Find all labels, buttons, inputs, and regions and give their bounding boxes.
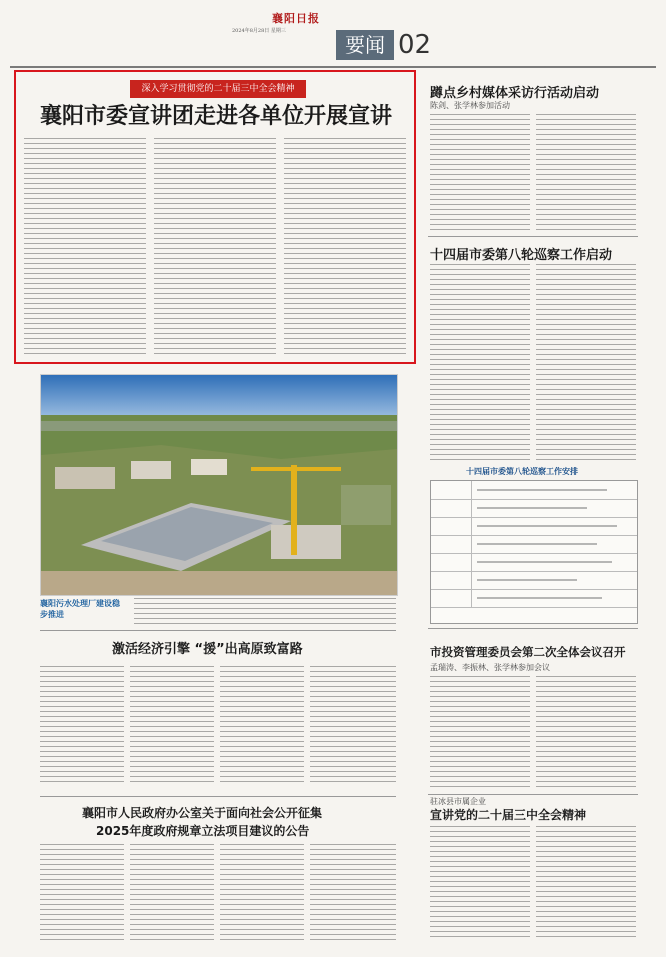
table-row	[431, 571, 637, 590]
lead-body-col-1	[24, 138, 146, 358]
divider-2	[40, 630, 396, 631]
right-story-1-byline: 陈剑、张学林参加活动	[430, 101, 510, 110]
issue-meta: 2024年8月28日 星期三	[232, 28, 286, 34]
photo-caption: 襄阳污水处理厂建设稳步推进	[40, 599, 120, 619]
notice-body-a	[40, 844, 124, 940]
lead-body-col-3	[284, 138, 406, 358]
right-story-2-body-a	[430, 264, 530, 460]
divider-5	[428, 794, 638, 795]
table-row	[431, 517, 637, 536]
divider-3	[40, 796, 396, 797]
bottom-right-1-headline: 市投资管理委员会第二次全体会议召开	[430, 645, 626, 659]
table-row	[431, 499, 637, 518]
notice-body-b	[130, 844, 214, 940]
notice-headline-2: 2025年度政府规章立法项目建议的公告	[96, 824, 310, 838]
construction-photo	[40, 374, 398, 596]
inspection-schedule-table	[430, 480, 638, 624]
lead-headline: 襄阳市委宣讲团走进各单位开展宣讲	[39, 104, 392, 129]
table-title: 十四届市委第八轮巡察工作安排	[466, 467, 578, 476]
bottom-left-body-a	[40, 666, 124, 786]
notice-body-d	[310, 844, 396, 940]
right-story-2-body-b	[536, 264, 636, 460]
photo-story-body	[134, 598, 396, 628]
masthead	[0, 0, 666, 72]
bottom-left-body-d	[310, 666, 396, 786]
right-story-1-body-a	[430, 114, 530, 230]
construction-site-image	[41, 375, 397, 595]
right-story-1-headline: 蹲点乡村媒体采访行活动启动	[430, 86, 600, 101]
bottom-right-2-body-a	[430, 826, 530, 938]
newspaper-brand: 襄阳日报	[272, 12, 320, 25]
table-row	[431, 553, 637, 572]
bottom-left-body-c	[220, 666, 304, 786]
page-number: 02	[398, 30, 432, 60]
table-row	[431, 589, 637, 608]
divider-1	[428, 236, 638, 237]
bottom-right-1-byline: 孟瑞涛、李振林、张学林参加会议	[430, 663, 550, 672]
divider-4	[428, 628, 638, 629]
bottom-right-2-kicker: 驻冰县市属企业	[430, 797, 486, 806]
bottom-right-1-body-b	[536, 676, 636, 788]
lead-kicker: 深入学习贯彻党的二十届三中全会精神	[130, 80, 306, 98]
table-row	[431, 535, 637, 554]
bottom-right-2-headline: 宣讲党的二十届三中全会精神	[430, 808, 587, 822]
notice-body-c	[220, 844, 304, 940]
bottom-left-body-b	[130, 666, 214, 786]
right-story-2-headline: 十四届市委第八轮巡察工作启动	[430, 248, 613, 263]
bottom-right-2-body-b	[536, 826, 636, 938]
notice-headline-1: 襄阳市人民政府办公室关于面向社会公开征集	[82, 806, 323, 820]
lead-body-col-2	[154, 138, 276, 358]
right-story-1-body-b	[536, 114, 636, 230]
bottom-left-headline: 激活经济引擎 “援”出高原致富路	[112, 642, 303, 657]
masthead-rule	[10, 66, 656, 68]
table-row	[431, 481, 637, 500]
lead-story-box	[14, 70, 416, 364]
bottom-right-1-body-a	[430, 676, 530, 788]
section-label: 要闻	[336, 30, 394, 60]
